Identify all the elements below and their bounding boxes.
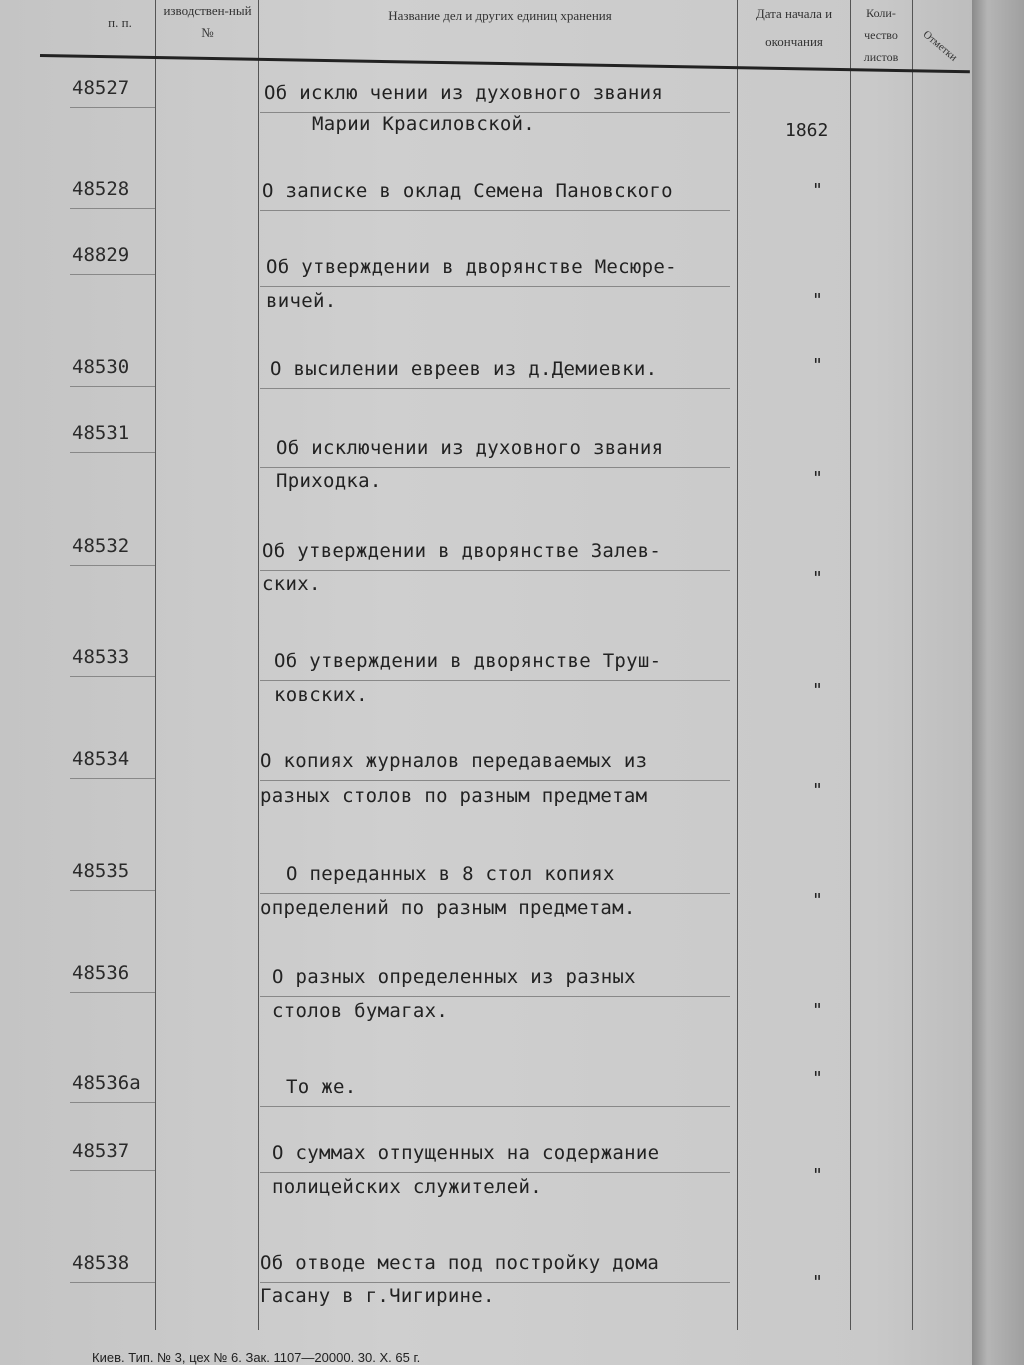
header-date: Дата начала и окончания	[755, 6, 833, 49]
row-rule	[260, 780, 730, 781]
row-rule	[70, 1282, 155, 1283]
header-title: Название дел и других единиц хранения	[388, 8, 612, 23]
row-rule	[260, 112, 730, 113]
row-rule	[260, 210, 730, 211]
row-rule	[70, 778, 155, 779]
entry-number: 48528	[72, 178, 130, 200]
row-rule	[70, 676, 155, 677]
entry-date: "	[812, 1165, 823, 1186]
column-divider	[912, 0, 913, 1330]
header-number: п. п.	[108, 15, 132, 30]
entry-number: 48532	[72, 535, 130, 557]
row-rule	[260, 570, 730, 571]
entry-title-line: определений по разным предметам.	[260, 897, 636, 919]
entry-date: "	[812, 780, 823, 801]
entry-title-line: Об исклю чении из духовного звания	[264, 82, 664, 104]
entry-title-line: Об исключении из духовного звания	[276, 437, 664, 459]
entry-date: "	[812, 355, 823, 376]
row-rule	[70, 992, 155, 993]
entry-number: 48527	[72, 77, 130, 99]
next-page-edge	[972, 0, 1024, 1365]
entry-title-line: Об отводе места под постройку дома	[260, 1252, 660, 1274]
entry-date: 1862	[785, 120, 829, 141]
row-rule	[260, 286, 730, 287]
entry-date: "	[812, 1000, 823, 1021]
entry-title-line: столов бумагах.	[272, 1000, 449, 1022]
entry-number: 48537	[72, 1140, 130, 1162]
column-divider	[737, 0, 738, 1330]
entry-title-line: ковских.	[274, 684, 368, 706]
header-notes: Отметки	[920, 28, 960, 64]
entry-number: 48536а	[72, 1072, 141, 1094]
row-rule	[70, 208, 155, 209]
row-rule	[70, 890, 155, 891]
entry-date: "	[812, 680, 823, 701]
entry-title-line: Марии Красиловской.	[312, 113, 536, 135]
entry-number: 48829	[72, 244, 130, 266]
row-rule	[70, 452, 155, 453]
row-rule	[70, 107, 155, 108]
entry-date: "	[812, 1272, 823, 1293]
entry-title-line: полицейских служителей.	[272, 1176, 542, 1198]
entry-title-line: О суммах отпущенных на содержание	[272, 1142, 660, 1164]
entry-number: 48536	[72, 962, 130, 984]
entry-number: 48535	[72, 860, 130, 882]
row-rule	[260, 1172, 730, 1173]
column-divider	[258, 0, 259, 1330]
row-rule	[70, 386, 155, 387]
header-rule	[40, 54, 970, 73]
entry-title-line: вичей.	[266, 290, 337, 312]
row-rule	[70, 565, 155, 566]
entry-date: "	[812, 180, 823, 201]
row-rule	[70, 274, 155, 275]
entry-number: 48534	[72, 748, 130, 770]
row-rule	[70, 1170, 155, 1171]
entry-date: "	[812, 290, 823, 311]
row-rule	[260, 467, 730, 468]
column-divider	[850, 0, 851, 1330]
entry-date: "	[812, 568, 823, 589]
row-rule	[70, 1102, 155, 1103]
entry-title-line: То же.	[286, 1076, 357, 1098]
row-rule	[260, 388, 730, 389]
entry-date: "	[812, 1068, 823, 1089]
row-rule	[260, 1106, 730, 1107]
entry-title-line: Об утверждении в дворянстве Труш-	[274, 650, 662, 672]
header-sheets: Коли-чество листов	[863, 6, 899, 64]
column-divider	[155, 0, 156, 1330]
entry-title-line: О записке в оклад Семена Пановского	[262, 180, 673, 202]
entry-number: 48531	[72, 422, 130, 444]
entry-date: "	[812, 890, 823, 911]
printer-imprint: Киев. Тип. № 3, цех № 6. Зак. 1107—20000. 30. X. 65 г.	[92, 1350, 421, 1365]
entry-date: "	[812, 468, 823, 489]
entry-number: 48538	[72, 1252, 130, 1274]
entry-number: 48533	[72, 646, 130, 668]
entry-number: 48530	[72, 356, 130, 378]
entry-title-line: Приходка.	[276, 470, 382, 492]
entry-title-line: О разных определенных из разных	[272, 966, 636, 988]
entry-title-line: О высилении евреев из д.Демиевки.	[270, 358, 658, 380]
entry-title-line: ских.	[262, 573, 321, 595]
header-production-number: изводствен-ный №	[163, 3, 252, 40]
entry-title-line: разных столов по разным предметам	[260, 785, 648, 807]
row-rule	[260, 996, 730, 997]
entry-title-line: О копиях журналов передаваемых из	[260, 750, 648, 772]
entry-title-line: Об утверждении в дворянстве Залев-	[262, 540, 662, 562]
row-rule	[260, 680, 730, 681]
entry-title-line: Об утверждении в дворянстве Месюре-	[266, 256, 677, 278]
entry-title-line: Гасану в г.Чигирине.	[260, 1285, 495, 1307]
entry-title-line: О переданных в 8 стол копиях	[286, 863, 615, 885]
row-rule	[260, 893, 730, 894]
row-rule	[260, 1282, 730, 1283]
